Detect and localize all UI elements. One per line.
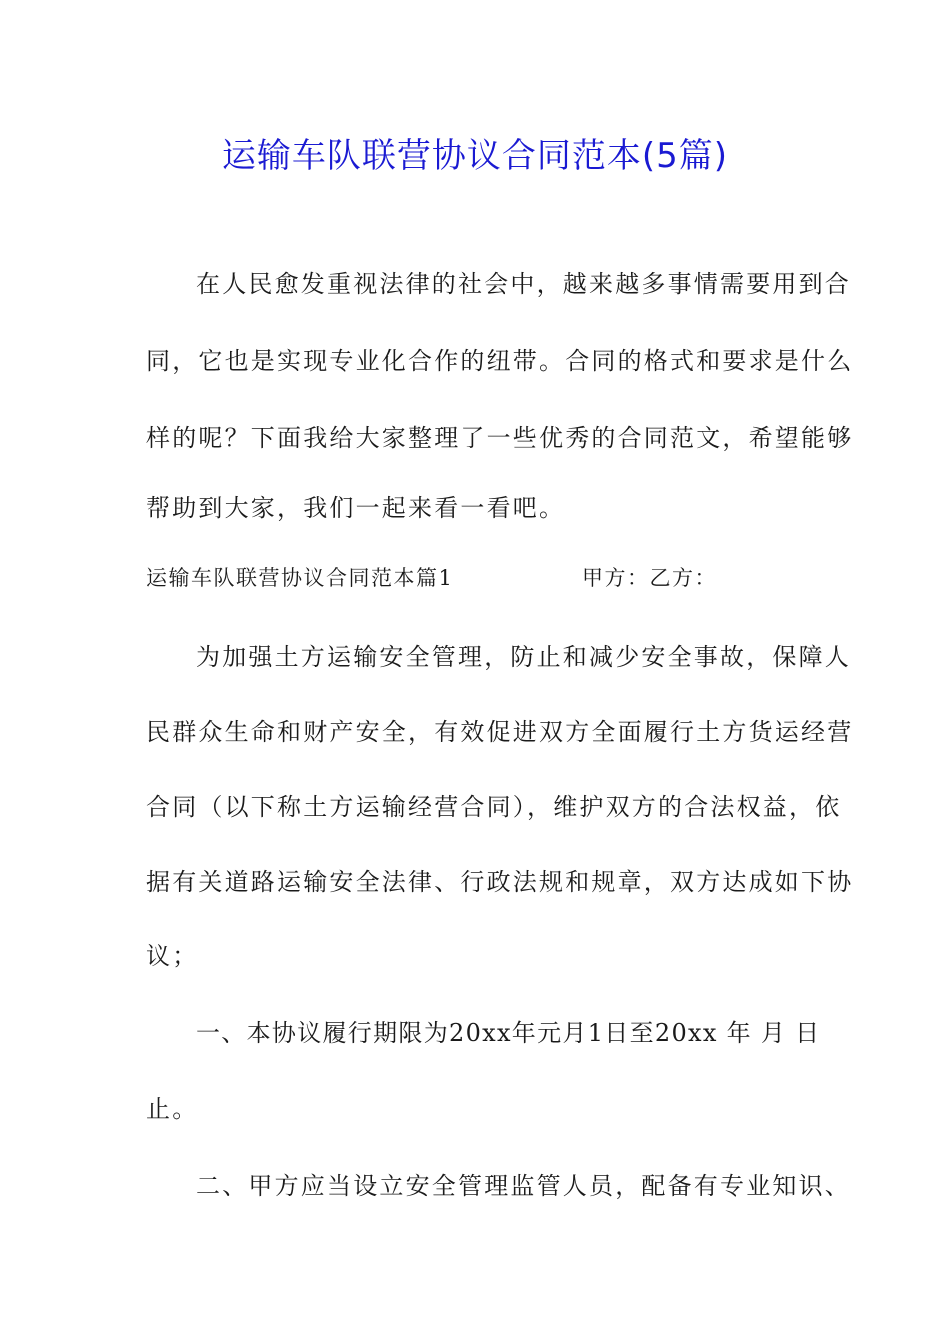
paragraph1-line-3: 合同（以下称土方运输经营合同），维护双方的合法权益，依 [146,793,842,821]
clause1-line-1: 一、本协议履行期限为20xx年元月1日至20xx 年 月 日 [196,1019,821,1047]
section-heading-row [146,562,717,594]
clause1-line-2: 止。 [146,1095,199,1123]
parties-label: 甲方：乙方： [582,566,717,590]
section-heading: 运输车队联营协议合同范本篇1 [146,566,454,590]
paragraph1-line-4: 据有关道路运输安全法律、行政法规和规章，双方达成如下协 [146,868,854,896]
paragraph1-line-5: 议； [146,942,199,970]
document-title: 运输车队联营协议合同范本(5篇) [221,136,729,176]
paragraph1-line-1: 为加强土方运输安全管理，防止和减少安全事故，保障人 [196,643,851,671]
intro-line-4: 帮助到大家，我们一起来看一看吧。 [146,494,566,522]
intro-line-2: 同，它也是实现专业化合作的纽带。合同的格式和要求是什么 [146,347,854,375]
intro-line-1: 在人民愈发重视法律的社会中，越来越多事情需要用到合 [196,270,851,298]
paragraph1-line-2: 民群众生命和财产安全，有效促进双方全面履行土方货运经营 [146,718,854,746]
intro-line-3: 样的呢？下面我给大家整理了一些优秀的合同范文，希望能够 [146,424,854,452]
clause2-line-1: 二、甲方应当设立安全管理监管人员，配备有专业知识、 [196,1172,851,1200]
